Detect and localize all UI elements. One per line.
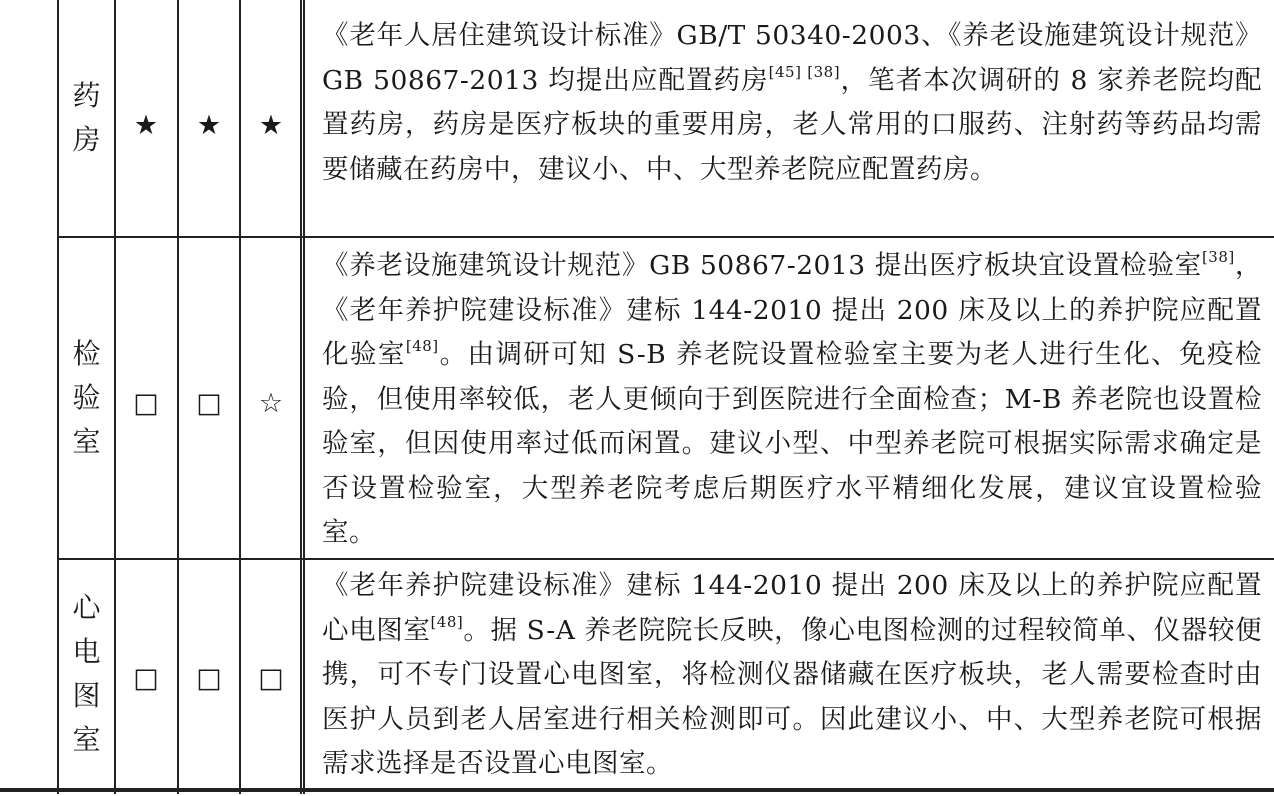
medium-facility-mark: ★ (196, 109, 222, 141)
citation: [45] [38] (768, 62, 841, 81)
small-facility-mark: □ (133, 387, 159, 419)
room-name (58, 0, 115, 236)
desc-text: ，《老年养护院建设标准》建标 144-2010 提出 200 床及以上的养护院应配置化验室 (322, 250, 1263, 370)
room-name-char: 房 (72, 123, 101, 156)
medium-facility-mark: □ (196, 387, 222, 419)
desc-text: 《养老设施建筑设计规范》GB 50867-2013 提出医疗板块宜设置检验室 (322, 250, 1202, 281)
desc-text: 《老年养护院建设标准》建标 144-2010 提出 200 床及以上的养护院应配置心电图室 (322, 570, 1262, 646)
room-name-char: 图 (72, 679, 101, 712)
description (322, 564, 1262, 787)
large-facility-mark: ☆ (258, 387, 284, 419)
room-name-char: 室 (72, 425, 101, 458)
room-name (58, 238, 115, 558)
citation: [38] (1201, 248, 1235, 266)
large-facility-mark: □ (258, 662, 284, 694)
small-facility-mark: □ (133, 662, 159, 694)
small-facility-mark: ★ (133, 109, 159, 141)
description (322, 14, 1262, 192)
large-facility-mark: ★ (258, 109, 284, 141)
room-name (58, 560, 115, 788)
citation: [48] (430, 612, 464, 631)
table-row (0, 0, 1274, 236)
room-name-char: 心 (72, 591, 101, 624)
desc-text: 。据 S-A 养老院院长反映，像心电图检测的过程较简单、仪器较便携，可不专门设置心电图室，将检测仪器储藏在医疗板块，老人需要检查时由医护人员到老人居室进行相关检测即可。因此建议小、中、大型养老院可根据需求选择是否设置心电图室。 (322, 614, 1262, 779)
room-name-char: 检 (72, 337, 101, 370)
room-name-char: 药 (72, 79, 101, 112)
table-row (0, 238, 1274, 558)
medium-facility-mark: □ (196, 662, 222, 694)
desc-text: 。由调研可知 S-B 养老院设置检验室主要为老人进行生化、免疫检验，但使用率较低，老人更倾向于到医院进行全面检查；M-B 养老院也设置检验室，但因使用率过低而闲置。建议小型、中型养老院可根据实际需求确定是否设置检验室，大型养老院考虑后期医疗水平精细化发展，建议宜设置检验室。 (322, 339, 1262, 548)
room-name-char: 电 (72, 635, 101, 668)
desc-text: 《老年人居住建筑设计标准》GB/T 50340-2003、《养老设施建筑设计规范》GB 50867-2013 均提出应配置药房 (322, 20, 1262, 96)
description (322, 244, 1262, 556)
desc-text: ，笔者本次调研的 8 家养老院均配置药房，药房是医疗板块的重要用房，老人常用的口服药、注射药等药品均需要储藏在药房中，建议小、中、大型养老院应配置药房。 (322, 64, 1263, 185)
room-name-char: 验 (72, 381, 101, 414)
citation: [48] (405, 337, 439, 355)
room-name-char: 室 (72, 723, 101, 756)
table-row (0, 560, 1274, 788)
